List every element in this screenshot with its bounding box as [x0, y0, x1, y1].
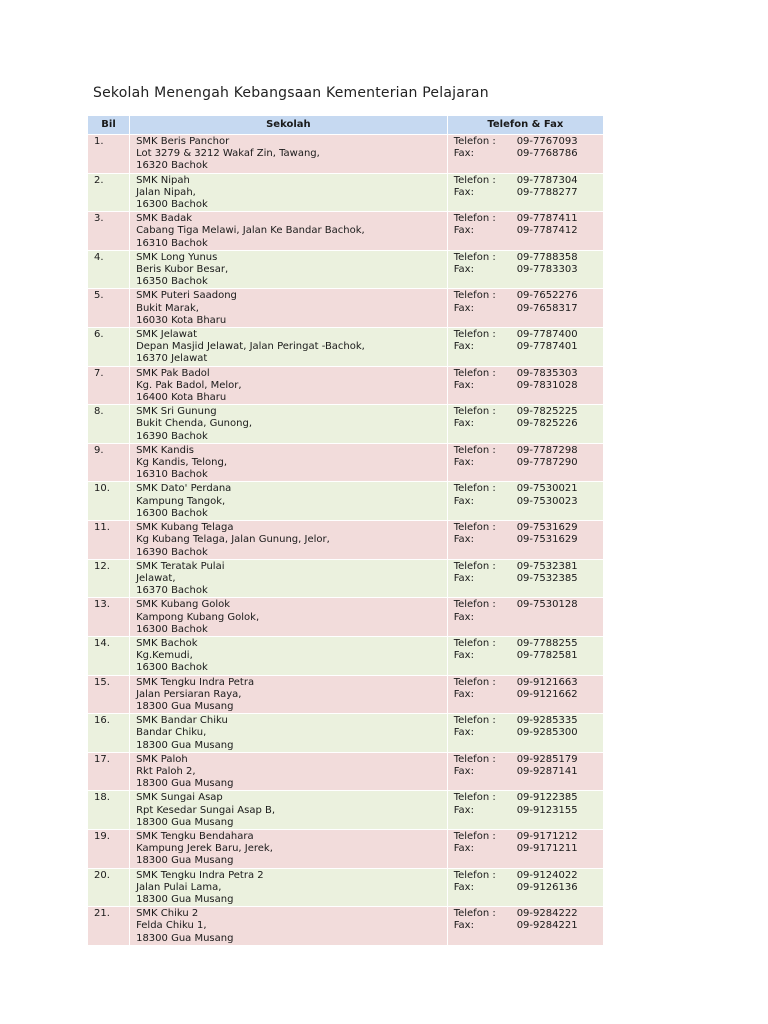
school-address-line: Jelawat,	[136, 572, 176, 584]
school-postcode-city: 16300 Bachok	[136, 662, 208, 674]
row-bil	[88, 251, 129, 289]
telefon-number: 09-9124022	[516, 869, 578, 881]
row-number: 14.	[94, 637, 110, 649]
row-contact	[448, 791, 603, 829]
telefon-number: 09-7652276	[516, 290, 578, 302]
telefon-number: 09-7787400	[516, 329, 578, 341]
fax-number: 09-9123155	[516, 804, 578, 816]
school-name: SMK Jelawat	[136, 329, 198, 341]
telefon-number: 09-7788255	[516, 637, 578, 649]
row-bil	[88, 637, 129, 675]
fax-label: Fax:	[453, 765, 474, 777]
row-bil	[88, 830, 129, 868]
telefon-label: Telefon :	[453, 830, 496, 842]
fax-label: Fax:	[453, 881, 474, 893]
table-row	[88, 598, 603, 636]
telefon-label: Telefon :	[453, 560, 496, 572]
header-sekolah: Sekolah	[130, 116, 447, 134]
row-bil	[88, 405, 129, 443]
row-number: 16.	[94, 715, 110, 727]
table-row	[88, 676, 603, 714]
school-postcode-city: 16310 Bachok	[136, 469, 208, 481]
row-bil	[88, 560, 129, 598]
row-number: 18.	[94, 792, 110, 804]
school-address-line: Rkt Paloh 2,	[136, 765, 196, 777]
school-address-line: Kg Kandis, Telong,	[136, 457, 228, 469]
row-number: 12.	[94, 560, 110, 572]
table-row	[88, 135, 603, 173]
school-postcode-city: 18300 Gua Musang	[136, 816, 234, 828]
fax-label: Fax:	[453, 920, 474, 932]
school-postcode-city: 18300 Gua Musang	[136, 700, 234, 712]
fax-number: 09-9171211	[516, 843, 578, 855]
school-address-line: Beris Kubor Besar,	[136, 264, 229, 276]
school-postcode-city: 16300 Bachok	[136, 199, 208, 211]
fax-number: 09-7787412	[516, 225, 578, 237]
row-contact	[448, 869, 603, 907]
telefon-label: Telefon :	[453, 174, 496, 186]
table-row	[88, 174, 603, 212]
fax-label: Fax:	[453, 804, 474, 816]
telefon-number: 09-7530021	[516, 483, 578, 495]
school-address-line: Kg.Kemudi,	[136, 650, 193, 662]
fax-label: Fax:	[453, 225, 474, 237]
school-postcode-city: 16300 Bachok	[136, 623, 208, 635]
row-number: 9.	[94, 444, 104, 456]
telefon-label: Telefon :	[453, 792, 496, 804]
row-sekolah	[130, 676, 447, 714]
table-row	[88, 869, 603, 907]
row-sekolah	[130, 444, 447, 482]
telefon-label: Telefon :	[453, 869, 496, 881]
fax-label: Fax:	[453, 186, 474, 198]
row-number: 6.	[94, 329, 104, 341]
row-sekolah	[130, 714, 447, 752]
row-bil	[88, 753, 129, 791]
school-postcode-city: 18300 Gua Musang	[136, 855, 234, 867]
row-number: 4.	[94, 251, 104, 263]
row-sekolah	[130, 753, 447, 791]
row-number: 8.	[94, 406, 104, 418]
table-row	[88, 791, 603, 829]
row-number: 3.	[94, 213, 104, 225]
fax-number: 09-7530023	[516, 495, 578, 507]
school-name: SMK Bachok	[136, 637, 198, 649]
school-postcode-city: 16320 Bachok	[136, 160, 208, 172]
school-postcode-city: 16370 Bachok	[136, 585, 208, 597]
school-postcode-city: 16300 Bachok	[136, 507, 208, 519]
telefon-number: 09-9122385	[516, 792, 578, 804]
fax-label: Fax:	[453, 650, 474, 662]
school-postcode-city: 16370 Jelawat	[136, 353, 208, 365]
row-contact	[448, 676, 603, 714]
fax-number: 09-7831028	[516, 379, 578, 391]
telefon-label: Telefon :	[453, 406, 496, 418]
school-address-line: Kg. Pak Badol, Melor,	[136, 379, 242, 391]
row-number: 15.	[94, 676, 110, 688]
telefon-label: Telefon :	[453, 715, 496, 727]
telefon-label: Telefon :	[453, 483, 496, 495]
row-bil	[88, 714, 129, 752]
fax-number: 09-9284221	[516, 920, 578, 932]
table-row	[88, 521, 603, 559]
school-postcode-city: 16400 Kota Bharu	[136, 392, 227, 404]
school-postcode-city: 18300 Gua Musang	[136, 739, 234, 751]
school-postcode-city: 18300 Gua Musang	[136, 778, 234, 790]
fax-label: Fax:	[453, 495, 474, 507]
row-contact	[448, 560, 603, 598]
school-address-line: Bukit Marak,	[136, 302, 199, 314]
row-bil	[88, 521, 129, 559]
row-number: 7.	[94, 367, 104, 379]
table-body	[88, 135, 603, 945]
table-row	[88, 289, 603, 327]
school-name: SMK Teratak Pulai	[136, 560, 225, 572]
row-contact	[448, 212, 603, 250]
school-address-line: Felda Chiku 1,	[136, 920, 207, 932]
row-bil	[88, 174, 129, 212]
row-contact	[448, 405, 603, 443]
telefon-number: 09-7825225	[516, 406, 578, 418]
row-sekolah	[130, 367, 447, 405]
fax-number: 09-9126136	[516, 881, 578, 893]
table-row	[88, 251, 603, 289]
school-name: SMK Bandar Chiku	[136, 715, 228, 727]
fax-label: Fax:	[453, 457, 474, 469]
row-contact	[448, 444, 603, 482]
fax-label: Fax:	[453, 264, 474, 276]
row-bil	[88, 289, 129, 327]
school-name: SMK Sri Gunung	[136, 406, 217, 418]
table-row	[88, 444, 603, 482]
header-telefon-fax: Telefon & Fax	[448, 116, 603, 134]
page-title: Sekolah Menengah Kebangsaan Kementerian Pelajaran	[93, 85, 489, 101]
school-name: SMK Beris Panchor	[136, 136, 230, 147]
telefon-number: 09-7835303	[516, 367, 578, 379]
school-address-line: Lot 3279 & 3212 Wakaf Zin, Tawang,	[136, 148, 320, 160]
fax-number: 09-9287141	[516, 765, 578, 777]
school-name: SMK Paloh	[136, 753, 188, 765]
row-bil	[88, 482, 129, 520]
fax-number: 09-7825226	[516, 418, 578, 430]
telefon-number: 09-7767093	[516, 136, 578, 147]
fax-label: Fax:	[453, 843, 474, 855]
fax-number: 09-7768786	[516, 148, 578, 160]
telefon-label: Telefon :	[453, 599, 496, 611]
row-bil	[88, 907, 129, 945]
row-number: 2.	[94, 174, 104, 186]
school-address-line: Jalan Nipah,	[136, 186, 196, 198]
school-address-line: Rpt Kesedar Sungai Asap B,	[136, 804, 276, 816]
telefon-number: 09-7530128	[516, 599, 578, 611]
row-sekolah	[130, 212, 447, 250]
row-contact	[448, 714, 603, 752]
fax-label: Fax:	[453, 727, 474, 739]
fax-label: Fax:	[453, 418, 474, 430]
row-contact	[448, 521, 603, 559]
fax-label: Fax:	[453, 534, 474, 546]
school-address-line: Kampung Jerek Baru, Jerek,	[136, 843, 273, 855]
row-sekolah	[130, 791, 447, 829]
row-contact	[448, 598, 603, 636]
table-row	[88, 560, 603, 598]
telefon-label: Telefon :	[453, 213, 496, 225]
telefon-label: Telefon :	[453, 329, 496, 341]
table-header-row	[88, 116, 603, 134]
school-name: SMK Tengku Bendahara	[136, 830, 254, 842]
school-name: SMK Tengku Indra Petra 2	[136, 869, 264, 881]
telefon-number: 09-9285179	[516, 753, 578, 765]
row-number: 21.	[94, 908, 110, 920]
row-contact	[448, 367, 603, 405]
row-number: 10.	[94, 483, 110, 495]
table-row	[88, 482, 603, 520]
row-sekolah	[130, 560, 447, 598]
fax-number: 09-9285300	[516, 727, 578, 739]
telefon-label: Telefon :	[453, 251, 496, 263]
table-row	[88, 212, 603, 250]
row-sekolah	[130, 405, 447, 443]
row-contact	[448, 174, 603, 212]
fax-number: 09-7783303	[516, 264, 578, 276]
row-bil	[88, 212, 129, 250]
row-contact	[448, 135, 603, 173]
telefon-label: Telefon :	[453, 367, 496, 379]
fax-label: Fax:	[453, 302, 474, 314]
fax-number: 09-7787401	[516, 341, 578, 353]
school-name: SMK Kandis	[136, 444, 194, 456]
telefon-number: 09-7788358	[516, 251, 578, 263]
school-name: SMK Puteri Saadong	[136, 290, 237, 302]
school-name: SMK Tengku Indra Petra	[136, 676, 255, 688]
telefon-label: Telefon :	[453, 637, 496, 649]
row-bil	[88, 444, 129, 482]
school-postcode-city: 16030 Kota Bharu	[136, 314, 227, 326]
fax-label: Fax:	[453, 688, 474, 700]
school-address-line: Jalan Persiaran Raya,	[136, 688, 242, 700]
table-row	[88, 907, 603, 945]
row-number: 13.	[94, 599, 110, 611]
telefon-label: Telefon :	[453, 136, 496, 147]
row-sekolah	[130, 598, 447, 636]
school-name: SMK Kubang Telaga	[136, 522, 234, 534]
school-address-line: Depan Masjid Jelawat, Jalan Peringat -Bachok,	[136, 341, 365, 353]
telefon-number: 09-9285335	[516, 715, 578, 727]
row-sekolah	[130, 482, 447, 520]
row-number: 20.	[94, 869, 110, 881]
row-number: 11.	[94, 522, 110, 534]
school-address-line: Bandar Chiku,	[136, 727, 207, 739]
school-postcode-city: 16350 Bachok	[136, 276, 208, 288]
row-contact	[448, 289, 603, 327]
table-row	[88, 714, 603, 752]
telefon-number: 09-9284222	[516, 908, 578, 920]
header-bil: Bil	[88, 116, 129, 134]
row-sekolah	[130, 289, 447, 327]
fax-label: Fax:	[453, 341, 474, 353]
row-bil	[88, 367, 129, 405]
row-bil	[88, 676, 129, 714]
row-contact	[448, 482, 603, 520]
row-bil	[88, 135, 129, 173]
row-sekolah	[130, 637, 447, 675]
school-address-line: Bukit Chenda, Gunong,	[136, 418, 252, 430]
school-address-line: Kampong Kubang Golok,	[136, 611, 260, 623]
school-name: SMK Kubang Golok	[136, 599, 231, 611]
school-name: SMK Dato' Perdana	[136, 483, 232, 495]
school-address-line: Cabang Tiga Melawi, Jalan Ke Bandar Bachok,	[136, 225, 365, 237]
table-row	[88, 405, 603, 443]
school-name: SMK Nipah	[136, 174, 190, 186]
row-number: 5.	[94, 290, 104, 302]
fax-label: Fax:	[453, 611, 474, 623]
telefon-label: Telefon :	[453, 444, 496, 456]
row-contact	[448, 637, 603, 675]
row-sekolah	[130, 907, 447, 945]
row-number: 1.	[94, 136, 104, 147]
school-address-line: Kg Kubang Telaga, Jalan Gunung, Jelor,	[136, 534, 330, 546]
row-sekolah	[130, 135, 447, 173]
table-row	[88, 328, 603, 366]
row-sekolah	[130, 869, 447, 907]
schools-table	[87, 115, 604, 946]
school-name: SMK Chiku 2	[136, 908, 199, 920]
row-sekolah	[130, 251, 447, 289]
school-postcode-city: 18300 Gua Musang	[136, 893, 234, 905]
school-name: SMK Long Yunus	[136, 251, 218, 263]
telefon-number: 09-7787298	[516, 444, 578, 456]
telefon-label: Telefon :	[453, 753, 496, 765]
row-bil	[88, 598, 129, 636]
school-name: SMK Pak Badol	[136, 367, 210, 379]
telefon-number: 09-7531629	[516, 522, 578, 534]
telefon-number: 09-9121663	[516, 676, 578, 688]
school-address-line: Jalan Pulai Lama,	[136, 881, 222, 893]
fax-label: Fax:	[453, 148, 474, 160]
school-name: SMK Badak	[136, 213, 193, 225]
telefon-number: 09-9171212	[516, 830, 578, 842]
school-postcode-city: 16310 Bachok	[136, 237, 208, 249]
fax-number: 09-9121662	[516, 688, 578, 700]
table-row	[88, 367, 603, 405]
table-row	[88, 637, 603, 675]
telefon-label: Telefon :	[453, 908, 496, 920]
row-number: 17.	[94, 753, 110, 765]
row-contact	[448, 907, 603, 945]
telefon-label: Telefon :	[453, 290, 496, 302]
fax-number: 09-7658317	[516, 302, 578, 314]
row-contact	[448, 251, 603, 289]
school-postcode-city: 18300 Gua Musang	[136, 932, 234, 944]
row-contact	[448, 830, 603, 868]
row-number: 19.	[94, 830, 110, 842]
row-contact	[448, 328, 603, 366]
row-sekolah	[130, 521, 447, 559]
fax-number: 09-7782581	[516, 650, 578, 662]
school-address-line: Kampung Tangok,	[136, 495, 226, 507]
row-sekolah	[130, 174, 447, 212]
fax-number: 09-7532385	[516, 572, 578, 584]
fax-number: 09-7787290	[516, 457, 578, 469]
school-name: SMK Sungai Asap	[136, 792, 223, 804]
school-postcode-city: 16390 Bachok	[136, 430, 208, 442]
telefon-number: 09-7532381	[516, 560, 578, 572]
table-row	[88, 753, 603, 791]
fax-label: Fax:	[453, 572, 474, 584]
row-sekolah	[130, 328, 447, 366]
fax-number: 09-7531629	[516, 534, 578, 546]
row-bil	[88, 869, 129, 907]
telefon-label: Telefon :	[453, 522, 496, 534]
school-postcode-city: 16390 Bachok	[136, 546, 208, 558]
table-row	[88, 830, 603, 868]
telefon-number: 09-7787304	[516, 174, 578, 186]
row-contact	[448, 753, 603, 791]
row-bil	[88, 328, 129, 366]
telefon-label: Telefon :	[453, 676, 496, 688]
fax-label: Fax:	[453, 379, 474, 391]
row-sekolah	[130, 830, 447, 868]
row-bil	[88, 791, 129, 829]
telefon-number: 09-7787411	[516, 213, 578, 225]
fax-number: 09-7788277	[516, 186, 578, 198]
